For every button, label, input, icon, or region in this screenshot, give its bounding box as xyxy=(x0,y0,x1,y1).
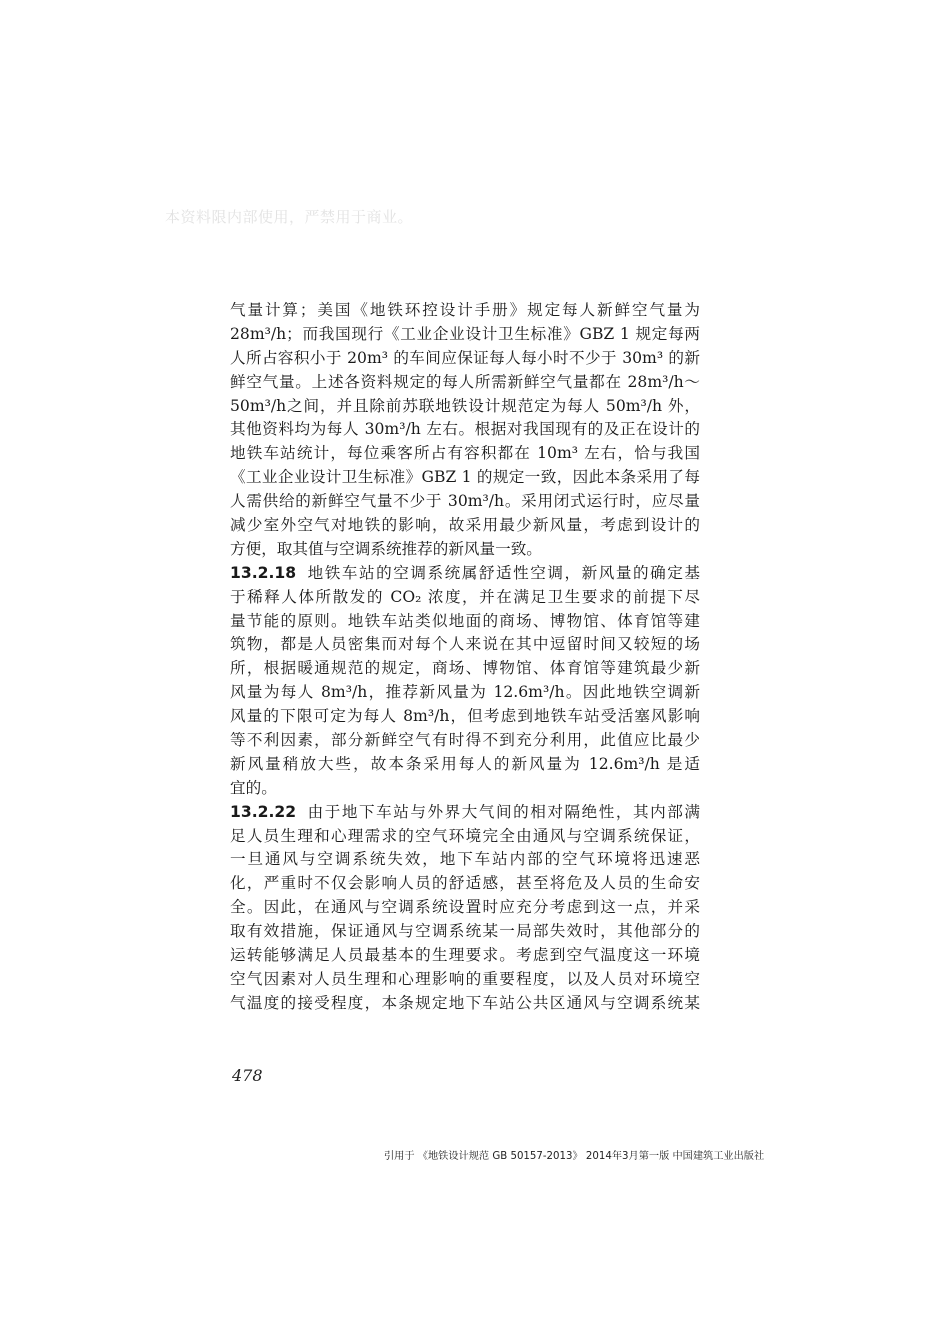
text-line xyxy=(230,801,700,825)
text-line: 气量计算；美国《地铁环控设计手册》规定每人新鲜空气量为 xyxy=(230,301,700,319)
text-line-content: 由于地下车站与外界大气间的相对隔绝性，其内部满 xyxy=(306,802,700,821)
text-line: 其他资料均为每人 30m³/h 左右。根据对我国现有的及正在设计的 xyxy=(230,420,700,439)
text-line: 全。因此，在通风与空调系统设置时应充分考虑到这一点，并采 xyxy=(230,898,700,917)
text-line: 一旦通风与空调系统失效，地下车站内部的空气环境将迅速恶 xyxy=(230,850,700,869)
text-line: 50m³/h之间，并且除前苏联地铁设计规范定为每人 50m³/h 外， xyxy=(230,396,700,415)
text-line: 运转能够满足人员最基本的生理要求。考虑到空气温度这一环境 xyxy=(230,946,700,965)
text-line: 筑物，都是人员密集而对每个人来说在其中逗留时间又较短的场 xyxy=(230,635,700,654)
text-line: 气温度的接受程度，本条规定地下车站公共区通风与空调系统某 xyxy=(230,993,700,1012)
text-line: 空气因素对人员生理和心理影响的重要程度，以及人员对环境空 xyxy=(230,969,700,988)
text-line: 取有效措施，保证通风与空调系统某一局部失效时，其他部分的 xyxy=(230,922,700,941)
text-line: 《工业企业设计卫生标准》GBZ 1 的规定一致，因此本条采用了每 xyxy=(230,468,700,487)
citation-footer: 引用于 《地铁设计规范 GB 50157-2013》 2014年3月第一版 中国建筑工业出版社 xyxy=(384,1151,765,1162)
paragraph-clause-13-2-18 xyxy=(230,562,700,801)
text-line: 风量为每人 8m³/h，推荐新风量为 12.6m³/h。因此地铁空调新 xyxy=(230,683,700,702)
text-line: 新风量稍放大些，故本条采用每人的新风量为 12.6m³/h 是适 xyxy=(230,754,700,773)
text-line: 足人员生理和心理需求的空气环境完全由通风与空调系统保证， xyxy=(230,826,700,845)
text-line: 人需供给的新鲜空气量不少于 30m³/h。采用闭式运行时，应尽量 xyxy=(230,492,700,511)
clause-number: 13.2.18 xyxy=(230,563,297,582)
text-line-content: 地铁车站的空调系统属舒适性空调，新风量的确定基 xyxy=(306,563,700,582)
text-line: 所，根据暖通规范的规定，商场、博物馆、体育馆等建筑最少新 xyxy=(230,659,700,678)
page-number: 478 xyxy=(232,1066,263,1085)
text-line: 等不利因素，部分新鲜空气有时得不到充分利用，此值应比最少 xyxy=(230,731,700,750)
text-line: 于稀释人体所散发的 CO₂ 浓度，并在满足卫生要求的前提下尽 xyxy=(230,587,700,606)
text-line: 减少室外空气对地铁的影响，故采用最少新风量，考虑到设计的 xyxy=(230,516,700,535)
text-line: 风量的下限可定为每人 8m³/h，但考虑到地铁车站受活塞风影响 xyxy=(230,707,700,726)
body-text xyxy=(230,299,700,1016)
watermark-text: 本资料限内部使用，严禁用于商业。 xyxy=(165,208,414,226)
paragraph-clause-13-2-22 xyxy=(230,801,700,1016)
text-line: 化，严重时不仅会影响人员的舒适感，甚至将危及人员的生命安 xyxy=(230,874,700,893)
paragraph-ventilation-intro xyxy=(230,299,700,562)
text-line: 方便，取其值与空调系统推荐的新风量一致。 xyxy=(230,539,542,558)
text-line: 28m³/h；而我国现行《工业企业设计卫生标准》GBZ 1 规定每两 xyxy=(230,324,700,343)
text-line: 量节能的原则。地铁车站类似地面的商场、博物馆、体育馆等建 xyxy=(230,611,700,630)
text-line xyxy=(230,562,700,586)
text-line: 人所占容积小于 20m³ 的车间应保证每人每小时不少于 30m³ 的新 xyxy=(230,348,700,367)
text-line: 地铁车站统计，每位乘客所占有容积都在 10m³ 左右，恰与我国 xyxy=(230,444,700,463)
clause-number: 13.2.22 xyxy=(230,802,297,821)
text-line: 宜的。 xyxy=(230,778,277,797)
text-line: 鲜空气量。上述各资料规定的每人所需新鲜空气量都在 28m³/h～ xyxy=(230,372,700,391)
